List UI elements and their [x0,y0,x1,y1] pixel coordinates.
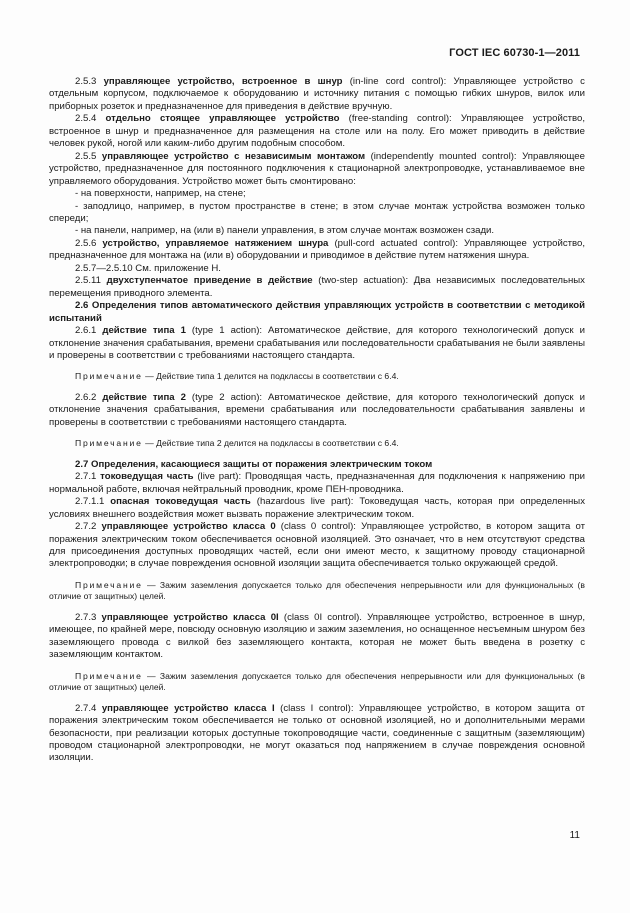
note-label: Примечание [75,579,143,590]
clause-number: 2.5.5 [75,150,97,162]
term: действие типа 1 [102,325,186,337]
section-heading-2-7: 2.7 Определения, касающиеся защиты от поражения электрическим током [75,458,433,470]
def-2-5-5 [49,151,585,188]
term: токоведущая часть [100,471,194,483]
definition: (class I control): Управляющее устройство, в котором защита от поражения электрическим током обеспечивается не только от основной изоляцией, но и дополнительными мерами безопасности, при реализации которых доступные токопроводящие части, соединенные с защитным (заземляющим) проводом стационарной электропроводки, не могут оказаться под напряжением в случае повреждения основной изоляции. [49,702,585,764]
definition: (type 1 action): Автоматическое действие, для которого технологический допуск и отклонение значения срабатывания, времени срабатывания или последовательности срабатывания не были заявлены и проверены в соответствии с требованиями настоящего стандарта. [49,325,585,361]
ref-2-5-7: 2.5.7—2.5.10 См. приложение Н. [75,262,221,274]
term: двухступенчатое приведение в действие [106,275,313,287]
clause-number: 2.6.1 [75,325,97,337]
term: действие типа 2 [102,391,186,403]
definition: (pull-cord actuated control): Управляющее устройство, предназначенное для монтажа на (или в) оборудовании и приводимое в действие путем натяжения шнура. [49,237,586,262]
def-2-5-6 [49,238,585,263]
definition: (free-standing control): Управляющее устройство, встроенное в шнур и предназначенное для размещения на столе или на полу. Его может приводить в действие человек рукой, ногой или каким-либо другим подобным способом. [49,113,585,150]
term: отдельно стоящее управляющее устройство [105,113,340,125]
note-text: — Зажим заземления допускается только для обеспечения непрерывности или для функциональных (в отличие от защитных) целей. [49,579,585,602]
def-2-7-4 [49,703,585,765]
clause-number: 2.7.2 [75,521,97,533]
note-label: Примечание [75,371,143,382]
def-2-5-11 [49,275,585,300]
note [49,371,585,383]
definition: (hazardous live part): Токоведущая часть, которая при определенных условиях внешнего воздействия может вызвать поражение электрическим током. [49,496,585,520]
clause-number: 2.6.2 [75,391,97,403]
definition: (in-line cord control): Управляющее устройство с отдельным корпусом, подключаемое к оборудованию и источнику питания с помощью гибких шнуров, вилок или приборных розеток и предназначенное для приведения в действие вручную. [49,76,585,112]
note [49,671,585,694]
note-text: — Зажим заземления допускается только для обеспечения непрерывности или для функциональных (в отличие от защитных) целей. [49,670,585,693]
clause-number: 2.5.6 [75,237,97,249]
def-2-7-1-1 [49,496,585,521]
mount-option: - на поверхности, например, на стене; [75,188,246,200]
note-label: Примечание [75,670,143,681]
clause-number: 2.7.1 [75,471,97,483]
clause-number: 2.5.4 [75,113,97,125]
definition: (independently mounted control): Управляющее устройство, предназначенное для постоянного подключения к стационарной электропроводке, устанавливаемое вне управляемого оборудования. Устройство может быть смонтировано: [49,150,585,187]
mount-option: - заподлицо, например, в пустом пространстве в стене; в этом случае монтаж устройства возможен только спереди; [49,200,585,224]
term: управляющее устройство, встроенное в шнур [103,76,343,87]
def-2-7-1 [49,471,585,496]
mount-option: - на панели, например, на (или в) панели управления, в этом случае монтаж возможен сзади. [75,225,495,237]
definition: (class 0 control): Управляющее устройство, в котором защита от поражения электрическим током обеспечивается основной изоляцией. Это означает, что в нем отсутствуют средства для присоединения доступных проводящих частей, если они имеют место, к защитному проводу стационарной электропроводки; в случае повреждения основной изоляции защита обеспечивается только окружающей средой. [49,521,585,570]
section-heading-2-6: 2.6 Определения типов автоматического действия управляющих устройств в соответствии с методикой испытаний [49,300,585,324]
definition: (type 2 action): Автоматическое действие, для которого технологический допуск и отклонение значения срабатывания, времени срабатывания или последовательности срабатывания заявлены и проверены в соответствии с требованиями настоящего стандарта. [49,391,585,428]
def-2-6-2 [49,392,585,429]
def-2-6-1 [49,325,585,362]
def-2-7-2 [49,521,585,571]
note-text: — Действие типа 1 делится на подклассы в соответствии с 6.4. [142,371,399,382]
def-2-5-3 [49,76,585,113]
note [49,580,585,603]
note [49,438,585,450]
clause-number: 2.7.4 [75,702,97,714]
def-2-7-3 [49,612,585,662]
page-number: 11 [569,830,580,841]
term: управляющее устройство с независимым монтажом [101,150,366,162]
definition: (two-step actuation): Два независимых последовательных перемещения приводного элемента. [49,275,585,299]
def-2-5-4 [49,113,585,150]
clause-number: 2.5.3 [75,76,97,87]
standard-header: ГОСТ IEC 60730-1—2011 [449,47,580,59]
note-label: Примечание [75,438,143,449]
term: управляющее устройство класса 0I [101,611,279,623]
note-text: — Действие типа 2 делится на подклассы в соответствии с 6.4. [142,438,399,449]
clause-number: 2.7.3 [75,611,97,623]
clause-number: 2.7.1.1 [75,496,105,508]
clause-number: 2.5.11 [75,275,101,287]
term: устройство, управляемое натяжением шнура [102,237,329,249]
definition: (class 0I control). Управляющее устройство, встроенное в шнур, имеющее, по крайней мере, повсюду основную изоляцию и зажим заземления, но оснащенное несъемным шнуром без заземляющего провода с вилкой без заземляющего контакта, которая не может быть введена в розетку с заземляющим контактом. [49,611,585,661]
term: опасная токоведущая часть [110,496,251,508]
term: управляющее устройство класса 0 [101,521,276,533]
document-body [49,76,585,765]
definition: (live part): Проводящая часть, предназначенная для подключения к напряжению при нормальной работе, включая нейтральный проводник, кроме ПЕН-проводника. [49,471,586,495]
term: управляющее устройство класса I [101,702,275,714]
